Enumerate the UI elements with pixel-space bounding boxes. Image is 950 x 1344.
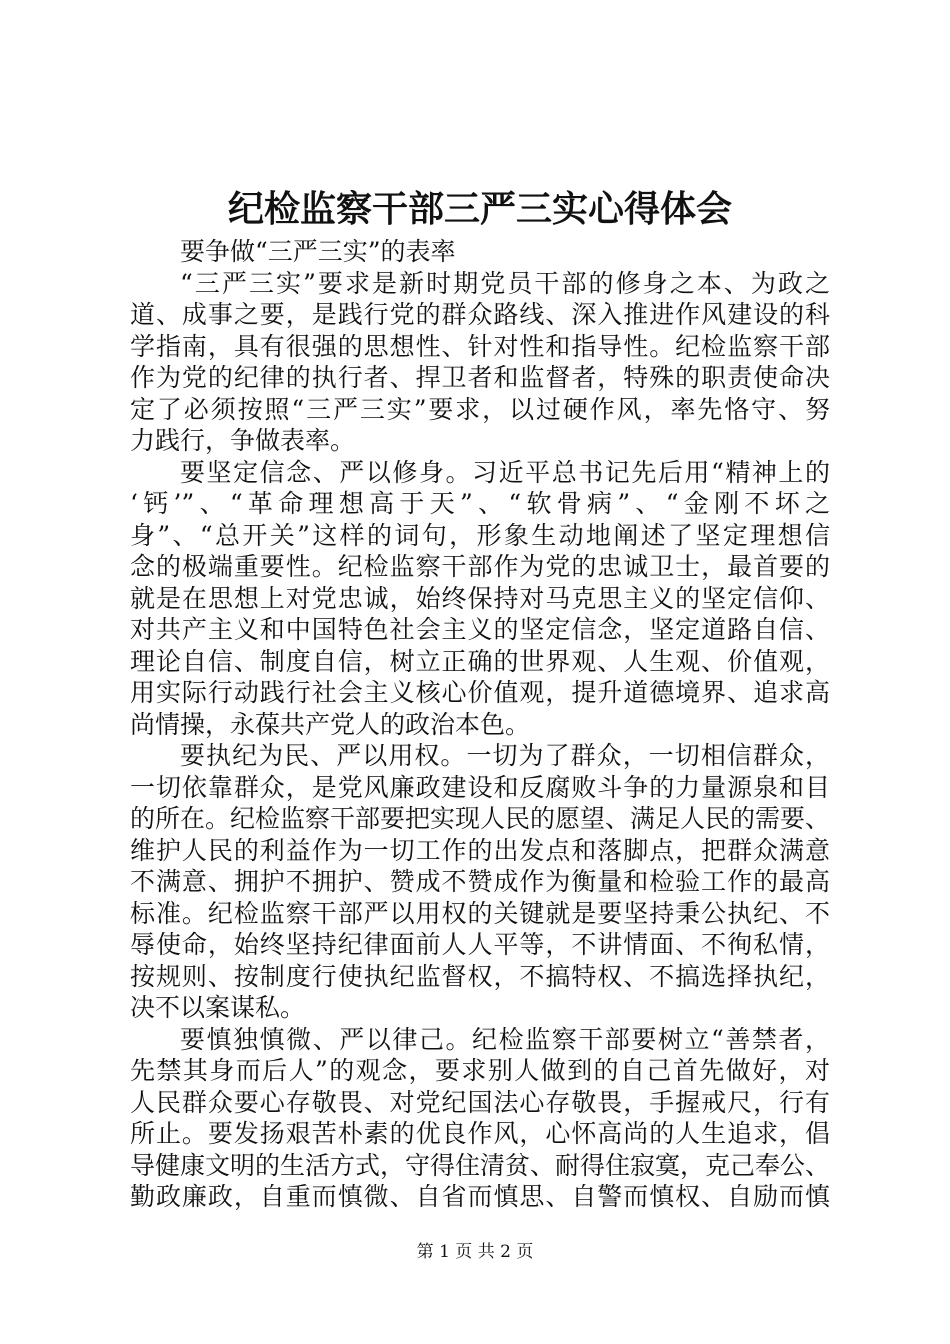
text-line: 念的极端重要性。纪检监察干部作为党的忠诚卫士，最首要的 [130, 552, 830, 581]
text-line: 对共产主义和中国特色社会主义的坚定信念，坚定道路自信、 [130, 615, 830, 644]
text-line: 导健康文明的生活方式，守得住清贫、耐得住寂寞，克己奉公、 [130, 1150, 831, 1180]
text-line: 就是在思想上对党忠诚，始终保持对马克思主义的坚定信仰、 [130, 583, 830, 613]
text-line: 定了必须按照“三严三实”要求，以过硬作风，率先恪守、努 [130, 394, 830, 424]
document-title: 纪检监察干部三严三实心得体会 [227, 188, 732, 230]
text-line: 用实际行动践行社会主义核心价值观，提升道德境界、追求高 [130, 678, 830, 707]
text-line: 标准。纪检监察干部严以用权的关键就是要坚持秉公执纪、不 [130, 898, 830, 928]
text-line: 要执纪为民、严以用权。一切为了群众，一切相信群众， [180, 741, 830, 770]
text-line: 维护人民的利益作为一切工作的出发点和落脚点，把群众满意 [130, 835, 830, 865]
text-line: 人民群众要心存敬畏、对党纪国法心存敬畏，手握戒尺，行有 [130, 1087, 830, 1117]
text-line: 道、成事之要，是践行党的群众路线、深入推进作风建设的科 [130, 300, 830, 329]
text-line: 力践行，争做表率。 [130, 426, 356, 455]
text-line: “三严三实”要求是新时期党员干部的修身之本、为政之 [180, 268, 830, 298]
text-line: 要争做“三严三实”的表率 [180, 237, 456, 266]
text-line: 要慎独慎微、严以律己。纪检监察干部要树立“善禁者， [180, 1024, 830, 1054]
text-line: 决不以案谋私。 [130, 993, 306, 1022]
page-footer: 第 1 页 共 2 页 [416, 1242, 534, 1262]
text-line: 按规则、按制度行使执纪监督权，不搞特权、不搞选择执纪， [130, 961, 830, 991]
text-line: 一切依靠群众，是党风廉政建设和反腐败斗争的力量源泉和目 [130, 772, 830, 802]
text-line: 身”、“总开关”这样的词句，形象生动地阐述了坚定理想信 [130, 520, 830, 550]
text-line: 先禁其身而后人”的观念，要求别人做到的自己首先做好，对 [130, 1056, 830, 1085]
text-line: 学指南，具有很强的思想性、针对性和指导性。纪检监察干部 [130, 331, 830, 361]
text-line: 辱使命，始终坚持纪律面前人人平等，不讲情面、不徇私情， [130, 930, 830, 959]
text-line: 尚情操，永葆共产党人的政治本色。 [130, 709, 531, 739]
text-line: 不满意、拥护不拥护、赞成不赞成作为衡量和检验工作的最高 [130, 867, 830, 896]
text-line: 要坚定信念、严以修身。习近平总书记先后用“精神上的 [180, 457, 830, 487]
text-line: ‘钙’”、“革命理想高于天”、“软骨病”、“金刚不坏之 [130, 489, 830, 518]
text-line: 所止。要发扬艰苦朴素的优良作风，心怀高尚的人生追求，倡 [130, 1119, 830, 1148]
text-line: 作为党的纪律的执行者、捍卫者和监督者，特殊的职责使命决 [130, 363, 830, 392]
text-line: 勤政廉政，自重而慎微、自省而慎思、自警而慎权、自励而慎 [130, 1182, 830, 1211]
text-line: 的所在。纪检监察干部要把实现人民的愿望、满足人民的需要、 [130, 804, 831, 833]
document-body [130, 236, 830, 1213]
text-line: 理论自信、制度自信，树立正确的世界观、人生观、价值观， [130, 646, 830, 676]
